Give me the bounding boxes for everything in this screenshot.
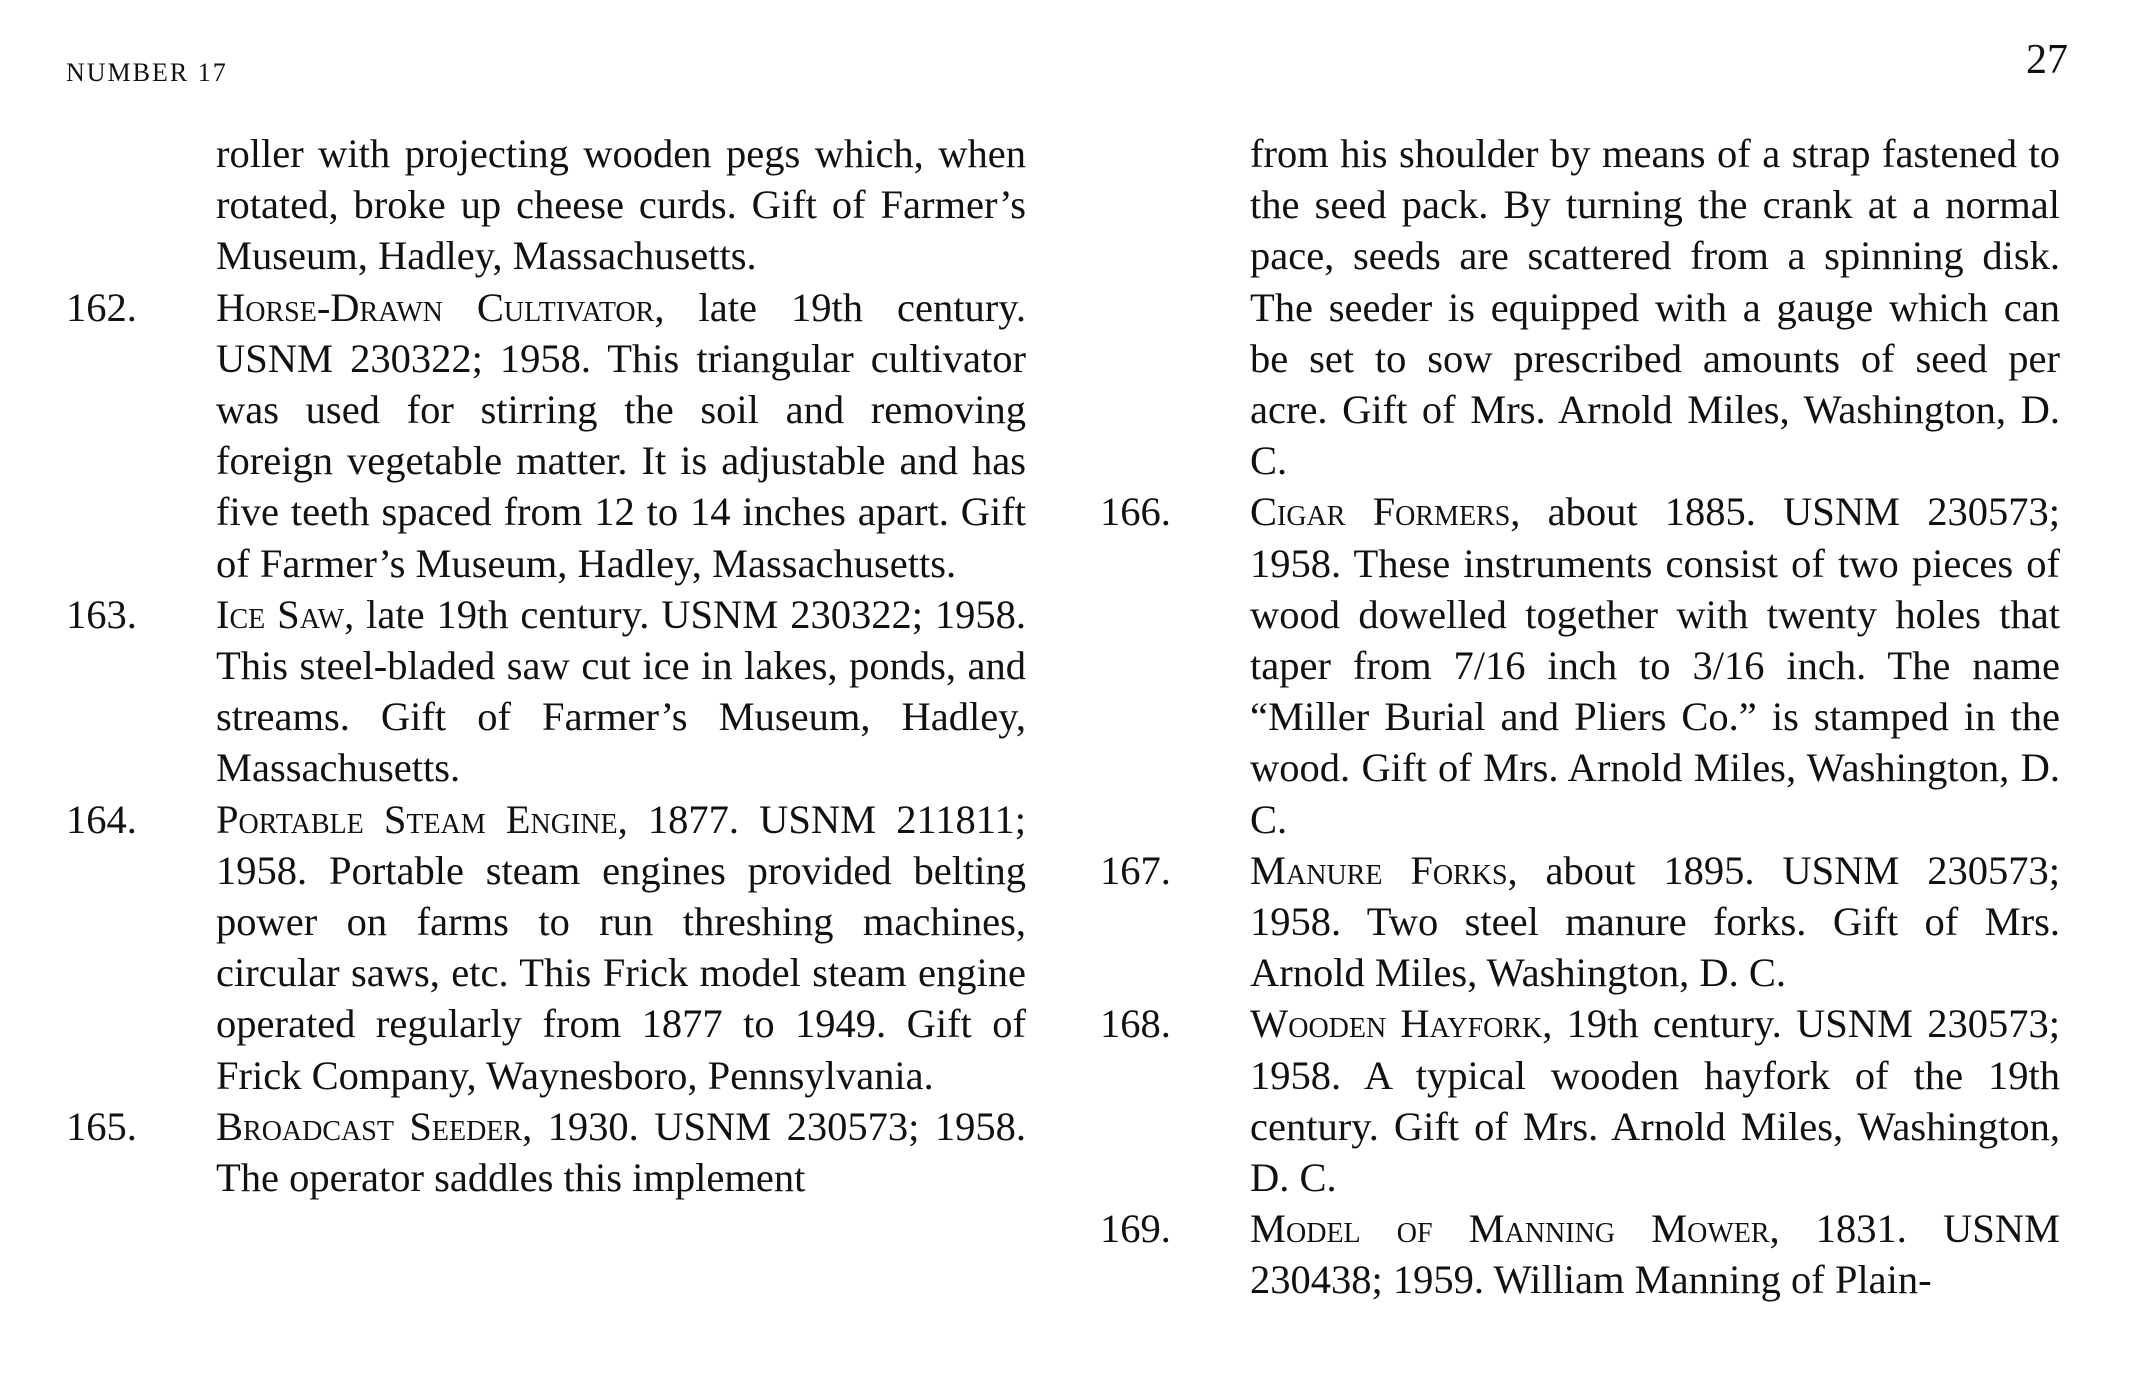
entry-text: about 1885. USNM 230573; 1958. These instruments consist of two pieces of wood dowelled together with twenty holes that taper from 7/16 inch to 3/16 inch. The name “Miller Burial and Pliers Co.” is stamped in the wood. Gift of Mrs. Arnold Miles, Washington, D. C. — [1250, 489, 2060, 842]
catalog-entry — [1100, 486, 2060, 844]
entry-text: late 19th century. USNM 230322; 1958. This steel-bladed saw cut ice in lakes, ponds, and streams. Gift of Farmer’s Museum, Hadley, Massachusetts. — [216, 591, 1026, 791]
catalog-entry — [1100, 998, 2060, 1203]
catalog-entry — [66, 589, 1026, 794]
entry-title: Wooden Hayfork, — [1250, 1001, 1567, 1047]
catalog-entry — [66, 794, 1026, 1101]
entry-number: 168. — [1100, 1001, 1171, 1047]
entry-text: 19th century. USNM 230573; 1958. A typical wooden hayfork of the 19th century. Gift of Mrs. Arnold Miles, Washington, D. C. — [1250, 1001, 2060, 1201]
catalog-entry — [66, 1101, 1026, 1203]
page-number: 27 — [2026, 37, 2068, 83]
entry-number: 166. — [1100, 489, 1171, 535]
catalog-entry — [66, 282, 1026, 589]
entry-title: Manure Forks, — [1250, 847, 1546, 893]
entry-number: 164. — [66, 796, 137, 842]
entry-title: Ice Saw, — [216, 591, 367, 637]
continuation-text: roller with projecting wooden pegs which, when rotated, broke up cheese curds. Gift of Farmer’s Museum, Hadley, Massachusetts. — [216, 131, 1026, 279]
entry-text: late 19th century. USNM 230322; 1958. This triangular cultivator was used for stirring the soil and removing foreign vegetable matter. It is adjustable and has five teeth spaced from 12 to 14 inches apart. Gift of Farmer’s Museum, Hadley, Massachusetts. — [216, 284, 1026, 586]
entry-text: 1930. USNM 230573; 1958. The operator saddles this implement — [216, 1103, 1026, 1201]
entry-number: 165. — [66, 1103, 137, 1149]
entry-title: Broadcast Seeder, — [216, 1103, 548, 1149]
entry-title: Model of Manning Mower, — [1250, 1206, 1816, 1252]
right-column — [1100, 128, 2060, 1306]
continuation-text: from his shoulder by means of a strap fastened to the seed pack. By turning the crank at a normal pace, seeds are scattered from a spinning disk. The seeder is equipped with a gauge which can be set to sow prescribed amounts of seed per acre. Gift of Mrs. Arnold Miles, Washington, D. C. — [1250, 131, 2060, 484]
page-header — [66, 28, 2068, 88]
catalog-entry — [1100, 845, 2060, 999]
entry-number: 169. — [1100, 1206, 1171, 1252]
running-head: NUMBER 17 — [66, 58, 228, 87]
entry-number: 167. — [1100, 847, 1171, 893]
entry-text: about 1895. USNM 230573; 1958. Two steel manure forks. Gift of Mrs. Arnold Miles, Washington, D. C. — [1250, 847, 2061, 996]
entry-title: Cigar Formers, — [1250, 489, 1548, 535]
entry-number: 163. — [66, 591, 137, 637]
entry-text: 1877. USNM 211811; 1958. Portable steam engines provided belting power on farms to run threshing machines, circular saws, etc. This Frick model steam engine operated regularly from 1877 to 1949. Gift of Frick Company, Waynesboro, Pennsylvania. — [216, 796, 1026, 1098]
entry-number: 162. — [66, 284, 137, 330]
left-column — [66, 128, 1026, 1203]
entry-title: Portable Steam Engine, — [216, 796, 648, 842]
catalog-entry — [1100, 1203, 2060, 1305]
entry-text: 1831. USNM 230438; 1959. William Manning of Plain- — [1250, 1206, 2060, 1303]
entry-title: Horse-Drawn Cultivator, — [216, 284, 699, 330]
